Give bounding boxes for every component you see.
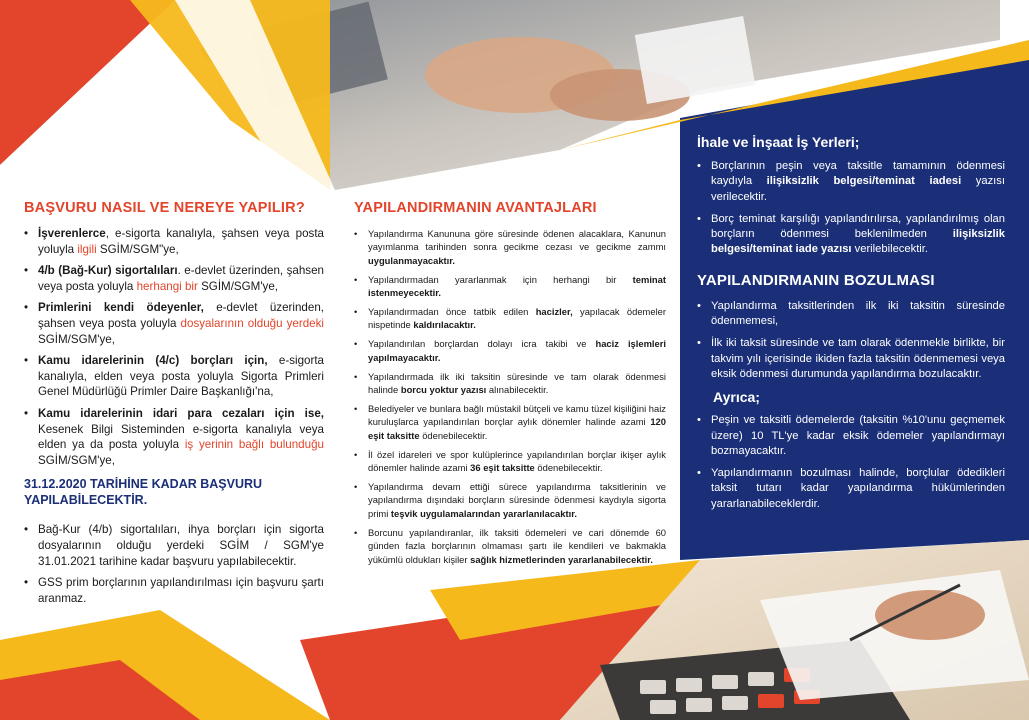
list-item bbox=[354, 480, 666, 520]
list-item bbox=[354, 448, 666, 475]
list-item bbox=[354, 337, 666, 364]
list-item: • Bağ-Kur (4/b) sigortalıları, ihya borçları için sigorta dosyalarının olduğu yerdeki SGİM / SGM'ye 31.01.2021 tarihine kadar başvuru yapılabilecektir. bbox=[24, 522, 324, 569]
item-text: , e-sigorta kanalıyla, şahsen veya posta yoluyla bbox=[38, 227, 324, 256]
item-text: Kesenek Bilgi Sisteminden e-sigorta kanalıyla veya elden ya da posta yoluyla bbox=[38, 422, 324, 452]
item-text: Borç teminat karşılığı yapılandırılırsa, yapılandırılmış olan borçların ödenmesi beklenilmeden bbox=[711, 212, 1005, 241]
item-bold: İşverenlerce bbox=[38, 227, 106, 240]
breakdown-heading: YAPILANDIRMANIN BOZULMASI bbox=[697, 271, 935, 289]
list-item bbox=[24, 263, 324, 294]
also-heading: Ayrıca; bbox=[713, 389, 760, 406]
item-text: . e-devlet üzerinden, şahsen veya posta yoluyla bbox=[38, 264, 324, 293]
item-bold: borcu yoktur yazısı bbox=[400, 384, 487, 396]
item-text: Belediyeler ve bunlara bağlı müstakil bütçeli ve kamu tüzel kişiliğini haiz kuruluşlarca yapılandırılan borçlar aylık dönemler halinde azami bbox=[368, 402, 666, 428]
item-bold: sağlık hizmetlerinden yararlanabilecektir. bbox=[470, 553, 654, 565]
item-text: ödenebilecektir. bbox=[419, 429, 488, 441]
item-bold: kaldırılacaktır. bbox=[413, 319, 476, 331]
list-item bbox=[697, 212, 1005, 258]
item-text: e-sigorta kanalıyla, elden veya posta yoluyla Sigorta Primleri Genel Müdürlüğü Primler Daire Başkanlığı'na, bbox=[38, 354, 325, 399]
item-text: SGİM/SGM'ye, bbox=[38, 332, 115, 346]
list-item: • Yapılandırmanın bozulması halinde, borçlular ödedikleri taksit tutarı kadar yapılandırma hükümlerinden yararlanabileceklerdir. bbox=[697, 466, 1005, 512]
list-item bbox=[24, 353, 324, 400]
tender-list bbox=[697, 159, 1005, 258]
item-bold: 120 eşit taksitte bbox=[368, 416, 666, 441]
item-text: yazısı verilecektir. bbox=[711, 175, 1005, 203]
list-item: • İlk iki taksit süresinde ve tam olarak ödenmekle birlikte, bir takvim yılı içerisinde ikiden fazla taksitin ödenmemesi veya eksik ödenmesi durumunda yapılandırma bozulacaktır. bbox=[697, 336, 1005, 382]
list-item bbox=[697, 159, 1005, 205]
item-bold: ilişiksizlik belgesi/teminat iadesi bbox=[766, 175, 962, 188]
list-item bbox=[354, 370, 666, 397]
list-item: • Peşin ve taksitli ödemelerde (taksitin %10'unu geçmemek üzere) 10 TL'ye kadar eksik ödemeler yapılandırmayı bozmayacaktır. bbox=[697, 413, 1005, 459]
breakdown-list bbox=[697, 299, 1005, 382]
advantages-column bbox=[354, 200, 666, 571]
item-bold: teşvik uygulamalarından yararlanılacaktır. bbox=[390, 507, 577, 519]
list-item bbox=[24, 226, 324, 257]
item-bold: 4/b (Bağ-Kur) sigortalıları bbox=[38, 264, 178, 278]
item-text: Yapılandırılan borçlardan dolayı icra takibi ve bbox=[368, 338, 596, 350]
item-bold: uygulanmayacaktır. bbox=[368, 254, 456, 266]
list-item bbox=[24, 300, 324, 347]
item-text: alınabilecektir. bbox=[486, 384, 549, 396]
advantages-heading: YAPILANDIRMANIN AVANTAJLARI bbox=[354, 200, 597, 216]
also-list bbox=[697, 413, 1005, 512]
list-item: • GSS prim borçlarının yapılandırılması için başvuru şartı aranmaz. bbox=[24, 575, 324, 606]
advantages-list bbox=[354, 227, 666, 566]
tender-heading: İhale ve İnşaat İş Yerleri; bbox=[697, 134, 860, 150]
deadline-list bbox=[24, 522, 324, 606]
item-bold: ilişiksizlik belgesi/teminat iade yazısı bbox=[711, 228, 1005, 256]
item-text: yapılacak ödemeler nispetinde bbox=[368, 306, 666, 331]
list-item bbox=[354, 526, 666, 566]
item-text: Yapılandırma Kanununa göre süresinde ödenen alacaklara, Kanunun yayımlanma tarihinden sonra gecikme cezası ve gecikme zammı bbox=[368, 228, 666, 253]
item-highlight: iş yerinin bağlı bulunduğu bbox=[184, 438, 324, 452]
item-bold: haciz işlemleri yapılmayacaktır. bbox=[368, 338, 666, 363]
item-bold: Kamu idarelerinin idari para cezaları için ise, bbox=[38, 406, 324, 420]
application-heading: BAŞVURU NASIL VE NEREYE YAPILIR? bbox=[24, 200, 305, 216]
item-highlight: herhangi bir bbox=[136, 279, 198, 293]
item-highlight: dosyalarının olduğu yerdeki bbox=[180, 316, 324, 330]
item-text: Borcunu yapılandıranlar, ilk taksiti ödemeleri ve cari dönemde 60 günden fazla borçlarının olmaması şartı ile kendileri ve bakmakla yükümlü oldukları kişiler bbox=[368, 526, 666, 565]
item-text: e-devlet üzerinden, şahsen veya posta yoluyla bbox=[38, 301, 324, 330]
item-text: Yapılandırmada ilk iki taksitin süresinde ve tam olarak ödenmesi halinde bbox=[368, 370, 666, 396]
item-text: Yapılandırma devam ettiği sürece yapılandırma taksitlerinin ve yapılandırma dışındaki borçların süresinde ödenmesi kaydıyla sigorta primi bbox=[368, 481, 666, 519]
item-text: SGİM/SGM"ye, bbox=[96, 242, 179, 256]
item-bold: Primlerini kendi ödeyenler, bbox=[38, 301, 204, 315]
item-bold: hacizler, bbox=[535, 306, 573, 318]
list-item: • Yapılandırma taksitlerinden ilk iki taksitin süresinde ödenmemesi, bbox=[697, 299, 1005, 330]
list-item bbox=[354, 402, 666, 442]
item-text: Yapılandırmadan yararlanmak için herhangi bir bbox=[368, 273, 633, 285]
application-list bbox=[24, 226, 324, 468]
item-bold: teminat istenmeyecektir. bbox=[368, 273, 666, 299]
item-text: İl özel idareleri ve spor kulüplerince yapılandırılan borçlar ikişer aylık dönemler halinde azami bbox=[368, 448, 666, 474]
list-item bbox=[354, 273, 666, 300]
item-text: verilebilecektir. bbox=[851, 243, 929, 256]
item-bold: 36 eşit taksitte bbox=[470, 462, 535, 474]
application-column bbox=[24, 200, 324, 612]
item-text: SGİM/SGM'ye, bbox=[197, 279, 279, 293]
list-item bbox=[24, 406, 324, 468]
deadline-heading: 31.12.2020 TARİHİNE KADAR BAŞVURU YAPILABİLECEKTİR. bbox=[24, 477, 263, 508]
list-item bbox=[354, 305, 666, 332]
info-column bbox=[697, 134, 1005, 519]
item-text: Yapılandırmadan önce tatbik edilen bbox=[368, 306, 536, 318]
item-text: Borçlarının peşin veya taksitle tamamının ödenmesi kaydıyla bbox=[711, 160, 1005, 188]
item-highlight: ilgili bbox=[77, 242, 97, 256]
list-item bbox=[354, 227, 666, 267]
item-text: SGİM/SGM'ye, bbox=[38, 453, 115, 467]
item-text: ödenebilecektir. bbox=[534, 462, 603, 474]
item-bold: Kamu idarelerinin (4/c) borçları için, bbox=[38, 354, 268, 368]
